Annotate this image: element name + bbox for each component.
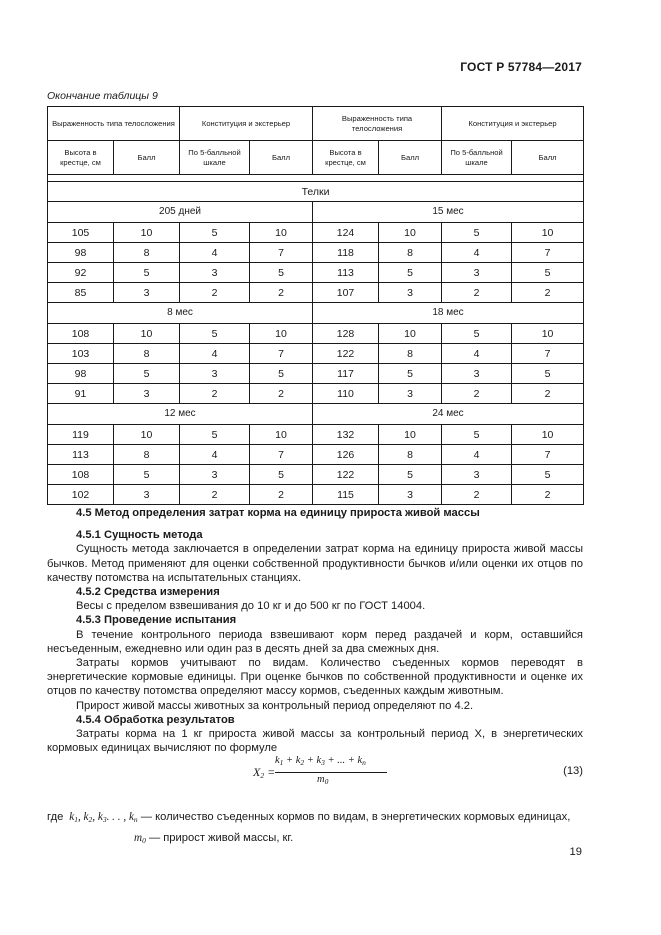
table-cell: 98 <box>48 364 114 384</box>
table-cell: 3 <box>442 364 512 384</box>
table-cell: 10 <box>379 324 442 344</box>
table-cell: 2 <box>442 384 512 404</box>
col-header: Балл <box>114 141 180 175</box>
table-cell: 5 <box>379 364 442 384</box>
table-cell: 3 <box>379 485 442 505</box>
header-row-2 <box>48 141 584 175</box>
table-cell: 2 <box>180 384 250 404</box>
table-cell: 5 <box>114 364 180 384</box>
table-cell: 126 <box>313 445 379 465</box>
table-cell: 10 <box>114 223 180 243</box>
table-cell: 3 <box>114 384 180 404</box>
table-cell: 5 <box>114 465 180 485</box>
variable-legend <box>47 808 583 850</box>
table-cell: 107 <box>313 283 379 303</box>
table-cell: 4 <box>180 344 250 364</box>
table-cell: 2 <box>512 384 584 404</box>
table-cell: 113 <box>313 263 379 283</box>
age-group-left: 8 мес <box>48 303 313 324</box>
heading-4-5-1: 4.5.1 Сущность метода <box>76 529 203 542</box>
table-cell: 5 <box>250 263 313 283</box>
legend-text: — количество съеденных кормов по видам, в энергетических кормовых единицах, <box>140 811 571 823</box>
table-row <box>48 243 584 263</box>
col-header: Балл <box>250 141 313 175</box>
table-cell: 102 <box>48 485 114 505</box>
table-cell: 85 <box>48 283 114 303</box>
col-header: Высота в крестце, см <box>48 141 114 175</box>
table-row <box>48 324 584 344</box>
table-cell: 108 <box>48 465 114 485</box>
table-row <box>48 223 584 243</box>
table-cell: 3 <box>114 485 180 505</box>
where-prefix: где <box>47 811 64 823</box>
table-cell: 10 <box>114 324 180 344</box>
table-cell: 3 <box>180 263 250 283</box>
col-group-header: Конституция и экстерьер <box>442 107 584 141</box>
table-cell: 7 <box>512 344 584 364</box>
paragraph: Весы с пределом взвешивания до 10 кг и до 500 кг по ГОСТ 14004. <box>76 600 426 613</box>
table-cell: 10 <box>379 425 442 445</box>
paragraph: Сущность метода заключается в определении затрат корма на единицу прироста живой массы бычков. Метод применяют для оценки собственной продуктивности бычков и/или оценки их отцов по качеству потомства на испытательных станциях. <box>47 543 583 584</box>
col-header: Балл <box>379 141 442 175</box>
table-cell: 113 <box>48 445 114 465</box>
table-cell: 122 <box>313 344 379 364</box>
age-group-right: 18 мес <box>313 303 584 324</box>
table-cell: 4 <box>180 243 250 263</box>
equation-number: (13) <box>563 765 583 777</box>
table-cell: 8 <box>114 344 180 364</box>
table-cell: 7 <box>512 243 584 263</box>
table-cell: 5 <box>114 263 180 283</box>
table-cell: 8 <box>379 445 442 465</box>
table-cell: 2 <box>442 283 512 303</box>
table-cell: 110 <box>313 384 379 404</box>
table-row <box>48 465 584 485</box>
age-group-row <box>48 404 584 425</box>
table-cell: 2 <box>442 485 512 505</box>
table-cell: 7 <box>250 344 313 364</box>
table-cell: 10 <box>250 324 313 344</box>
table-cell: 8 <box>114 445 180 465</box>
legend-line-1: где $k_1$, $k_2$, $k_3$. . . , $k_n$ — количество съеденных кормов по видам, в энергетических кормовых единицах, <box>47 811 571 824</box>
table-cell: 2 <box>512 485 584 505</box>
table-cell: 3 <box>442 465 512 485</box>
table-cell: 2 <box>250 485 313 505</box>
table-cell: 5 <box>250 364 313 384</box>
table-9 <box>47 106 584 505</box>
table-cell: 8 <box>379 243 442 263</box>
col-group-header: Конституция и экстерьер <box>180 107 313 141</box>
table-cell: 5 <box>180 425 250 445</box>
table-cell: 5 <box>180 223 250 243</box>
table-cell: 5 <box>442 324 512 344</box>
table-cell: 128 <box>313 324 379 344</box>
table-cell: 7 <box>512 445 584 465</box>
table-cell: 3 <box>442 263 512 283</box>
table-row <box>48 485 584 505</box>
legend-text: — прирост живой массы, кг. <box>148 832 294 844</box>
table-cell: 105 <box>48 223 114 243</box>
table-cell: 5 <box>379 465 442 485</box>
table-cell: 124 <box>313 223 379 243</box>
table-cell: 122 <box>313 465 379 485</box>
age-group-row <box>48 202 584 223</box>
document-code: ГОСТ Р 57784—2017 <box>460 60 582 74</box>
heading-4-5-2: 4.5.2 Средства измерения <box>76 586 220 599</box>
paragraph: Затраты кормов учитывают по видам. Количество съеденных кормов переводят в энергетические кормовые единицы. При оценке бычков по собственной продуктивности и оценке их отцов по качеству потомства определяют массу кормов, съеденных каждым животным. <box>47 657 583 698</box>
table-cell: 5 <box>180 324 250 344</box>
table-cell: 3 <box>379 384 442 404</box>
table-cell: 5 <box>442 223 512 243</box>
heading-4-5-3: 4.5.3 Проведение испытания <box>76 614 237 627</box>
age-group-row <box>48 303 584 324</box>
table-cell: 10 <box>379 223 442 243</box>
paragraph: Затраты корма на 1 кг прироста живой массы за контрольный период X, в энергетических кормовых единицах вычисляют по формуле <box>47 728 583 755</box>
formula-13: $X_2$ = $k_1 + k_2 + k_3$ + ... + $k_n$ $m_0$ <box>253 753 393 793</box>
table-cell: 5 <box>250 465 313 485</box>
table-cell: 2 <box>250 283 313 303</box>
table-cell: 3 <box>180 465 250 485</box>
table-cell: 5 <box>512 364 584 384</box>
col-group-header: Выраженность типа телосложения <box>48 107 180 141</box>
table-cell: 5 <box>512 465 584 485</box>
table-cell: 4 <box>442 344 512 364</box>
table-cell: 2 <box>180 485 250 505</box>
col-header: По 5-балльной шкале <box>180 141 250 175</box>
table-cell: 4 <box>442 243 512 263</box>
header-row-1 <box>48 107 584 141</box>
table-cell: 92 <box>48 263 114 283</box>
section-label: Телки <box>48 182 584 202</box>
table-cell: 118 <box>313 243 379 263</box>
table-row <box>48 425 584 445</box>
col-header: Высота в крестце, см <box>313 141 379 175</box>
age-group-right: 15 мес <box>313 202 584 223</box>
table-cell: 10 <box>512 223 584 243</box>
section-text <box>47 506 583 755</box>
age-group-left: 12 мес <box>48 404 313 425</box>
table-row <box>48 384 584 404</box>
table-cell: 117 <box>313 364 379 384</box>
spacer-row <box>48 175 584 182</box>
age-group-left: 205 дней <box>48 202 313 223</box>
table-cell: 8 <box>114 243 180 263</box>
table-cell: 115 <box>313 485 379 505</box>
table-cell: 4 <box>180 445 250 465</box>
table-cell: 2 <box>250 384 313 404</box>
col-header: По 5-балльной шкале <box>442 141 512 175</box>
table-row <box>48 445 584 465</box>
table-cell: 5 <box>512 263 584 283</box>
table-cell: 132 <box>313 425 379 445</box>
paragraph: Прирост живой массы животных за контрольный период определяют по 4.2. <box>76 699 474 712</box>
section-row <box>48 182 584 202</box>
table-cell: 5 <box>379 263 442 283</box>
table-cell: 10 <box>250 223 313 243</box>
table-caption: Окончание таблицы 9 <box>47 90 158 102</box>
table-cell: 103 <box>48 344 114 364</box>
paragraph: В течение контрольного периода взвешивают корм перед раздачей и корм, оставшийся несъеденным, ежедневно или один раз в десять дней за два смежных дня. <box>47 628 583 655</box>
table-cell: 8 <box>379 344 442 364</box>
table-cell: 119 <box>48 425 114 445</box>
table-cell: 7 <box>250 243 313 263</box>
table-cell: 7 <box>250 445 313 465</box>
table-row <box>48 344 584 364</box>
col-header: Балл <box>512 141 584 175</box>
table-cell: 10 <box>250 425 313 445</box>
spacer-cell <box>48 175 584 182</box>
table-cell: 4 <box>442 445 512 465</box>
table-cell: 10 <box>512 324 584 344</box>
table-cell: 91 <box>48 384 114 404</box>
table-cell: 3 <box>379 283 442 303</box>
age-group-right: 24 мес <box>313 404 584 425</box>
table-cell: 5 <box>442 425 512 445</box>
table-cell: 3 <box>180 364 250 384</box>
table-cell: 3 <box>114 283 180 303</box>
heading-4-5-4: 4.5.4 Обработка результатов <box>76 713 235 726</box>
table-row <box>48 263 584 283</box>
table-cell: 2 <box>180 283 250 303</box>
table-cell: 108 <box>48 324 114 344</box>
table-row <box>48 283 584 303</box>
heading-4-5: 4.5 Метод определения затрат корма на единицу прироста живой массы <box>76 507 480 519</box>
table-cell: 2 <box>512 283 584 303</box>
col-group-header: Выраженность типа телосложения <box>313 107 442 141</box>
legend-line-2: $m_0$ — прирост живой массы, кг. <box>134 832 294 845</box>
table-cell: 98 <box>48 243 114 263</box>
table-cell: 10 <box>114 425 180 445</box>
table-row <box>48 364 584 384</box>
page-number: 19 <box>569 846 582 858</box>
table-cell: 10 <box>512 425 584 445</box>
